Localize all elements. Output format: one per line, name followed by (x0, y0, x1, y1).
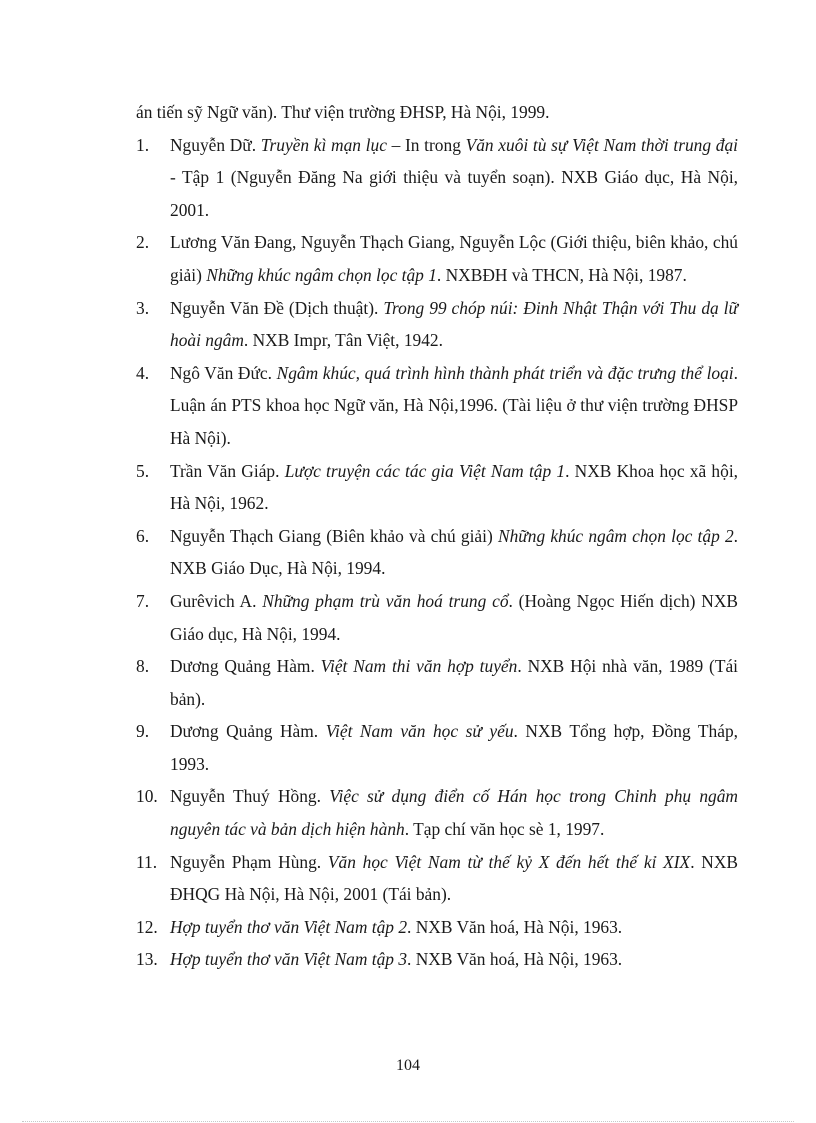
reference-number: 10. (136, 786, 158, 807)
reference-publication: . NXBĐH và THCN, Hà Nội, 1987. (436, 264, 687, 285)
reference-text (170, 585, 738, 650)
reference-number: 2. (136, 232, 150, 253)
reference-title: Việt Nam thi văn hợp tuyển (320, 656, 518, 677)
reference-number: 6. (136, 525, 150, 546)
reference-title: Truyền kì mạn lục (260, 134, 387, 155)
reference-number: 4. (136, 362, 150, 383)
reference-item (136, 715, 738, 780)
reference-number: 11. (136, 851, 158, 872)
reference-title: Ngâm khúc, quá trình hình thành phát triển và đặc trưng thể loại (276, 362, 734, 383)
reference-authors: Nguyễn Thuý Hồng. (170, 786, 330, 807)
reference-item (136, 357, 738, 455)
reference-text (170, 520, 738, 585)
reference-item (136, 520, 738, 585)
reference-item (136, 585, 738, 650)
reference-number: 12. (136, 916, 158, 937)
reference-title: Những phạm trù văn hoá trung cổ (262, 590, 509, 611)
reference-authors: Trần Văn Giáp. (170, 460, 285, 481)
reference-item (136, 943, 738, 976)
reference-authors: Dương Quảng Hàm. (170, 721, 326, 742)
reference-title: Những khúc ngâm chọn lọc tập 1 (206, 264, 437, 285)
reference-item (136, 455, 738, 520)
reference-text (170, 129, 738, 227)
reference-title: Hợp tuyển thơ văn Việt Nam tập 2 (170, 916, 408, 937)
reference-list (136, 96, 738, 976)
reference-number: 5. (136, 460, 150, 481)
reference-item (136, 226, 738, 291)
reference-publication: . NXB Văn hoá, Hà Nội, 1963. (407, 916, 623, 937)
reference-title: Hợp tuyển thơ văn Việt Nam tập 3 (170, 949, 408, 970)
reference-publication: . NXB Giáo Dục, Hà Nội, 1994. (170, 525, 739, 579)
reference-item (136, 846, 738, 911)
reference-text (170, 911, 738, 944)
reference-text (170, 455, 738, 520)
reference-authors: Nguyễn Dữ. (170, 134, 261, 155)
reference-authors: Nguyễn Phạm Hùng. (170, 851, 328, 872)
reference-text (170, 650, 738, 715)
reference-item (136, 650, 738, 715)
page-number: 104 (396, 1057, 420, 1074)
reference-text (170, 846, 738, 911)
reference-number: 1. (136, 134, 150, 155)
reference-publication: . NXB Impr, Tân Việt, 1942. (243, 330, 443, 351)
reference-text (170, 226, 738, 291)
reference-title: Lược truyện các tác gia Việt Nam tập 1 (284, 460, 566, 481)
reference-item (136, 292, 738, 357)
reference-publication: . NXB Tổng hợp, Đồng Tháp, 1993. (170, 721, 738, 774)
reference-number: 8. (136, 656, 150, 677)
reference-authors: Lương Văn Đang, Nguyễn Thạch Giang, Nguyễn Lộc (Giới thiệu, biên khảo, chú giải) (170, 232, 738, 285)
reference-title: Văn học Việt Nam từ thế kỷ X đến hết thế kỉ XIX (327, 851, 691, 872)
reference-publication: – In trong (386, 134, 466, 155)
reference-publication: . Tạp chí văn học sè 1, 1997. (404, 819, 605, 840)
reference-publication: . (Hoàng Ngọc Hiến dịch) NXB Giáo dục, Hà Nội, 1994. (170, 590, 738, 644)
reference-title: Việc sử dụng điển cố Hán học trong Chinh phụ ngâm nguyên tác và bản dịch hiện hành (170, 786, 738, 840)
reference-authors: Nguyễn Thạch Giang (Biên khảo và chú giải) (170, 525, 498, 546)
reference-title: Trong 99 chóp núi: Đinh Nhật Thận với Thu dạ lữ hoài ngâm (170, 297, 738, 351)
reference-publication: . Luận án PTS khoa học Ngữ văn, Hà Nội,1996. (Tài liệu ở thư viện trường ĐHSP Hà Nội). (170, 362, 738, 448)
reference-number: 7. (136, 590, 150, 611)
reference-title-secondary: Văn xuôi tù sự Việt Nam thời trung đại (465, 134, 738, 155)
reference-item (136, 129, 738, 227)
reference-text (170, 715, 738, 780)
reference-authors: Nguyễn Văn Đề (Dịch thuật). (170, 297, 384, 318)
page-bottom-divider (22, 1121, 794, 1122)
reference-publication: . NXB ĐHQG Hà Nội, Hà Nội, 2001 (Tái bản). (170, 851, 738, 905)
reference-text (170, 780, 738, 845)
reference-item (136, 911, 738, 944)
reference-text (170, 943, 738, 976)
reference-authors: Ngô Văn Đức. (170, 362, 277, 383)
reference-publication-secondary: - Tập 1 (Nguyễn Đăng Na giới thiệu và tuyển soạn). NXB Giáo dục, Hà Nội, 2001. (170, 167, 738, 220)
reference-publication: . NXB Khoa học xã hội, Hà Nội, 1962. (170, 460, 738, 514)
reference-publication: . NXB Văn hoá, Hà Nội, 1963. (407, 949, 623, 970)
reference-text (170, 292, 738, 357)
reference-title: Những khúc ngâm chọn lọc tập 2 (497, 525, 734, 546)
reference-authors: Gurêvich A. (170, 590, 263, 611)
reference-number: 13. (136, 949, 158, 970)
reference-number: 3. (136, 297, 150, 318)
reference-authors: Dương Quảng Hàm. (170, 656, 321, 677)
reference-title: Việt Nam văn học sử yếu (325, 721, 514, 742)
reference-entries (136, 129, 738, 976)
reference-number: 9. (136, 721, 150, 742)
reference-item (136, 780, 738, 845)
continuation-line: án tiến sỹ Ngữ văn). Thư viện trường ĐHSP, Hà Nội, 1999. (136, 102, 550, 122)
reference-text (170, 357, 738, 455)
reference-publication: . NXB Hội nhà văn, 1989 (Tái bản). (170, 656, 738, 709)
